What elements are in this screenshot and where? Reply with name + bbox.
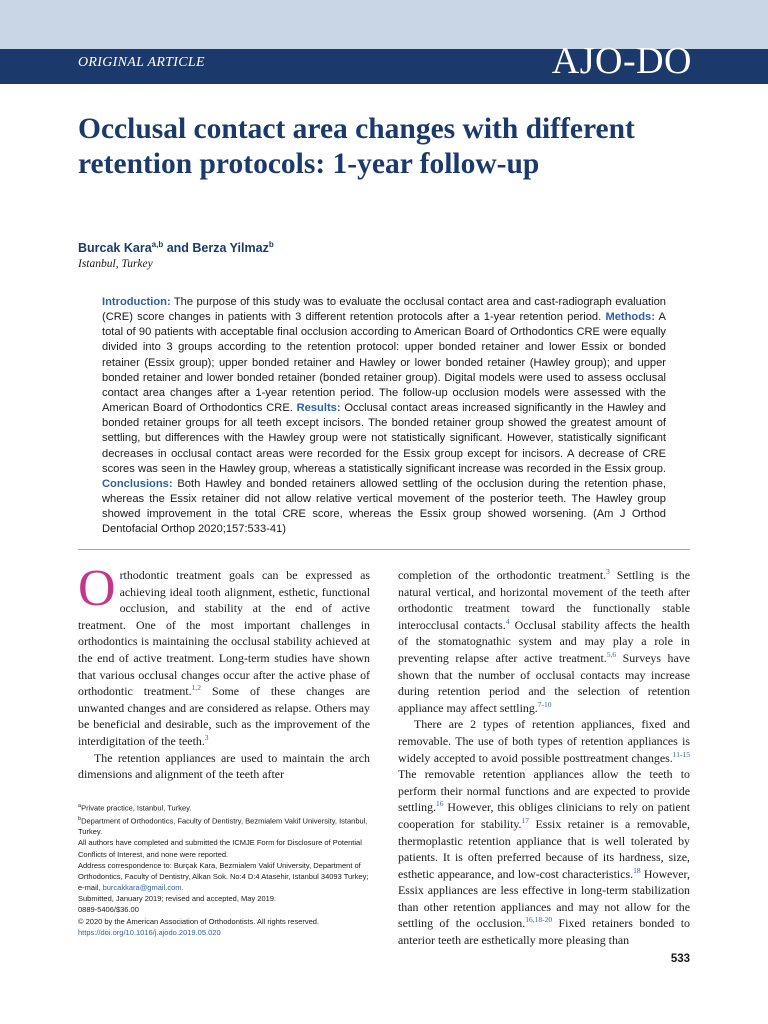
author-connector: and [163, 241, 193, 256]
body-text: Occlusal stability affects the health of the stomatognathic system and may play a role in preventing relapse after active treatment. [398, 617, 690, 665]
footnote-submitted: Submitted, January 2019; revised and accepted, May 2019. [78, 894, 277, 904]
body-column-left [78, 560, 370, 783]
body-text: Some of these changes are unwanted changes and are considered as relapse. Others may be beneficial and desirable, such as the improvement of the interdigitation of the teeth. [78, 684, 370, 748]
body-text: However, this obliges clinicians to rely on patient cooperation for stability. [398, 800, 690, 831]
abstract-results-text: Occlusal contact areas increased significantly in the Hawley and bonded retainer groups for all teeth except incisors. The bonded retainer group showed the greatest amount of settling, but differences with the Hawley group were not statistically significant. However, statistically significant decreases in occlusal contact areas were recorded for the Essix group except for incisors. A decrease of CRE scores was seen in the Hawley group, whereas a statistically significant increase was recorded in the Essix group. [102, 402, 666, 475]
author-name: Burcak Kara [78, 241, 152, 256]
author-affiliation-mark: a,b [151, 240, 164, 249]
email-link[interactable]: burcakkara@gmail.com [102, 883, 182, 893]
author-affiliation-mark: b [268, 240, 274, 249]
footnote-text: Private practice, Istanbul, Turkey. [81, 803, 192, 813]
author-name: Berza Yilmaz [192, 241, 269, 256]
abstract [102, 295, 666, 538]
footnote-doi [78, 927, 376, 938]
abstract-conclusions-text: Both Hawley and bonded retainers allowed settling of the occlusion during the retention phase, whereas the Essix retainer did not allow relative vertical movement of the posterior teeth. The Hawley group showed improvement in the total CRE score, whereas the Essix group showed worsening. (Am J Orthod Dentofacial Orthop 2020;157:533-41) [102, 477, 666, 536]
citation-link[interactable]: 5,6 [606, 650, 617, 659]
footnote-mark: a [78, 803, 82, 809]
abstract-heading-results: Results: [296, 402, 341, 415]
footnote-issn: 0889-5406/$36.00 [78, 905, 139, 915]
author-location: Istanbul, Turkey [78, 258, 153, 270]
body-text: rthodontic treatment goals can be expressed as achieving ideal tooth alignment, esthetic, functional occlusion, and stability at the end of active treatment. One of the most important challenges in orthodontics is maintaining the occlusal stability achieved at the end of active treatment. Long-term studies have shown that various occlusal changes occur after the active phase of orthodontic treatment. [78, 568, 370, 699]
citation-link[interactable]: 16 [435, 799, 444, 809]
body-text: The removable retention appliances allow the teeth to perform their normal functions and are expected to provide settling. [398, 767, 690, 815]
citation-link[interactable]: 17 [521, 815, 530, 825]
footnote-correspondence [78, 860, 376, 893]
journal-logo: AJO-DO [551, 40, 692, 82]
citation-link[interactable]: 1,2 [191, 683, 202, 693]
citation-link[interactable]: 4 [505, 616, 510, 626]
footnote-disclosure: All authors have completed and submitted the ICMJE Form for Disclosure of Potential Conflicts of Interest, and none were reported. [78, 838, 362, 859]
article-title: Occlusal contact area changes with different retention protocols: 1-year follow-up [78, 113, 635, 180]
footnote-text: . [181, 883, 184, 893]
drop-cap: O [78, 560, 116, 617]
abstract-methods-text: A total of 90 patients with acceptable final occlusion according to American Board of Orthodontics CRE were equally divided into 3 groups according to the retention protocol: upper bonded retainer and lower Essix or bonded retainer (Essix group); upper bonded retainer and Hawley or lower bonded retainer (Hawley group); and upper bonded retainer and lower bonded retainer (bonded retainer group). Digital models were used to assess occlusal contact area changes after a 1-year retention period. The follow-up occlusion models were assessed with the American Board of Orthodontics CRE. [102, 311, 666, 415]
abstract-introduction-text: The purpose of this study was to evaluate the occlusal contact area and cast-radiograph evaluation (CRE) score changes in patients with 3 different retention protocols after a 1-year retention period. [102, 296, 666, 324]
body-text: Surveys have shown that the number of occlusal contacts may increase during retention period and the selection of retention appliance may affect settling. [398, 650, 690, 715]
citation-link[interactable]: 11-15 [672, 749, 690, 759]
page-number: 533 [670, 953, 690, 965]
abstract-heading-conclusions: Conclusions: [102, 477, 173, 490]
body-paragraph: The retention appliances are used to maintain the arch dimensions and alignment of the teeth after [78, 750, 370, 782]
body-paragraph [398, 716, 690, 948]
citation-link[interactable]: 3 [606, 567, 610, 577]
footnote-text: Address correspondence to: Burçak Kara, Bezmialem Vakif University, Department of Orthodontics, Faculty of Dentistry, Alkan Sok. No:4 D:4 Atasehir, Istanbul 34093 Turkey; e-mail, [78, 860, 369, 893]
body-paragraph [78, 560, 370, 750]
abstract-heading-methods: Methods: [605, 311, 655, 324]
body-text: completion of the orthodontic treatment. [398, 568, 607, 582]
body-column-right [398, 567, 690, 949]
footnote-copyright: © 2020 by the American Association of Orthodontists. All rights reserved. [78, 916, 320, 926]
body-text: Settling is the natural vertical, and horizontal movement of the teeth after orthodontic treatment toward the functionally stable interocclusal contacts. [398, 568, 691, 632]
footnotes [78, 801, 376, 938]
doi-link[interactable]: https://doi.org/10.1016/j.ajodo.2019.05.020 [78, 927, 221, 937]
citation-link[interactable]: 16,18-20 [525, 915, 553, 925]
body-paragraph [398, 567, 690, 716]
body-text: Fixed retainers bonded to anterior teeth are esthetically more pleasing than [398, 916, 690, 948]
citation-link[interactable]: 7-10 [537, 699, 552, 709]
footnote-mark: b [78, 815, 82, 822]
citation-link[interactable]: 18 [633, 865, 641, 875]
section-label: ORIGINAL ARTICLE [78, 55, 205, 70]
body-text: Essix retainer is a removable, thermoplastic retention appliance that is well tolerated by patients. It is often preferred because of its hardness, size, esthetic appearance, and low-cost characteristics. [398, 816, 690, 881]
footnote-text: Department of Orthodontics, Faculty of Dentistry, Bezmialem Vakif University, Istanbul, Turkey. [78, 816, 368, 837]
author-line [78, 240, 274, 255]
footnote-affiliation [78, 814, 376, 838]
abstract-heading-introduction: Introduction: [102, 296, 171, 308]
footnote-affiliation [78, 801, 376, 814]
body-text: However, Essix appliances are less effective in long-term stabilization than other retention appliances and may not allow for the settling of the occlusion. [398, 866, 690, 931]
citation-link[interactable]: 3 [204, 732, 209, 742]
abstract-divider [78, 549, 690, 550]
body-text: There are 2 types of retention appliances, fixed and removable. The use of both types of retention appliances is widely accepted to avoid possible posttreatment changes. [398, 717, 690, 765]
